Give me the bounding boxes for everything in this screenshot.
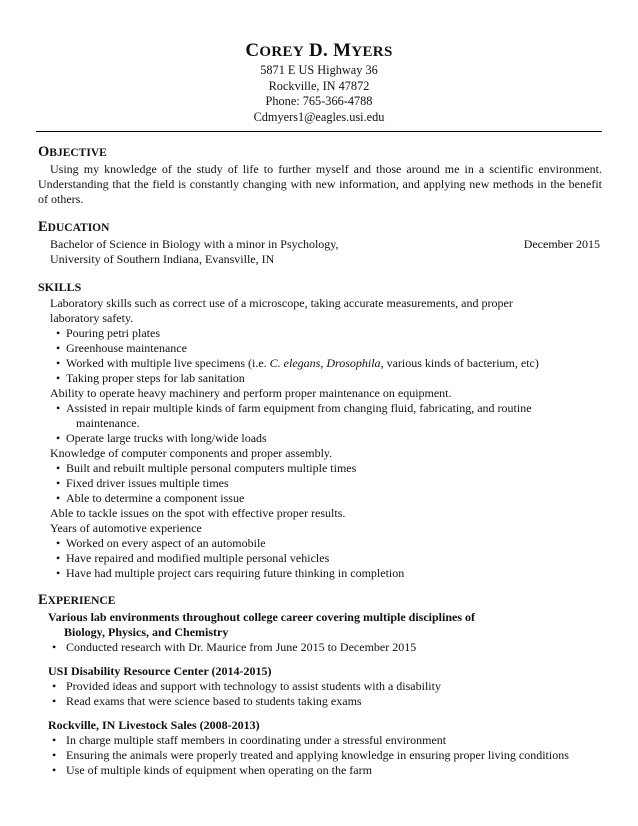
skills-auto-intro: Years of automotive experience	[50, 521, 202, 535]
list-item: • Have repaired and modified multiple personal vehicles	[38, 551, 602, 566]
list-item: • Worked on every aspect of an automobile	[38, 536, 602, 551]
list-item: • Operate large trucks with long/wide loads	[38, 431, 602, 446]
list-item: • Assisted in repair multiple kinds of farm equipment from changing fluid, fabricating, and routine maintenance.	[38, 401, 602, 431]
education-degree-row	[38, 237, 602, 252]
list-item: • Have had multiple project cars requiring future thinking in completion	[38, 566, 602, 581]
education-school: University of Southern Indiana, Evansville, IN	[50, 252, 275, 266]
address-line-1: 5871 E US Highway 36	[260, 63, 378, 77]
education-section	[38, 219, 602, 267]
resume-header	[0, 0, 638, 125]
job1-list	[38, 640, 602, 655]
education-heading: EDUCATION	[38, 219, 110, 235]
objective-section	[38, 144, 602, 207]
experience-section	[38, 592, 602, 778]
skills-computer-list	[38, 461, 602, 506]
list-item: • Pouring petri plates	[38, 326, 602, 341]
list-item: • Fixed driver issues multiple times	[38, 476, 602, 491]
job1-title: Various lab environments throughout college career covering multiple disciplines of	[48, 610, 475, 624]
job3-title: Rockville, IN Livestock Sales (2008-2013)	[48, 718, 260, 732]
education-date: December 2015	[523, 237, 600, 251]
job2-list	[38, 679, 602, 709]
objective-heading: OBJECTIVE	[38, 144, 107, 160]
address-line-2: Rockville, IN 47872	[268, 78, 370, 93]
experience-heading: EXPERIENCE	[38, 592, 116, 608]
education-degree: Bachelor of Science in Biology with a minor in Psychology,	[50, 237, 339, 251]
list-item: • Provided ideas and support with technology to assist students with a disability	[38, 679, 602, 694]
list-item: • Built and rebuilt multiple personal computers multiple times	[38, 461, 602, 476]
list-item: • Conducted research with Dr. Maurice from June 2015 to December 2015	[38, 640, 602, 655]
skills-auto-list	[38, 536, 602, 581]
list-item: • In charge multiple staff members in coordinating under a stressful environment	[38, 733, 602, 748]
list-item: • Ensuring the animals were properly treated and applying knowledge in ensuring proper living conditions	[38, 748, 602, 763]
skills-lab-intro: Laboratory skills such as correct use of a microscope, taking accurate measurements, and proper laboratory safety.	[50, 296, 513, 325]
list-item: • Use of multiple kinds of equipment when operating on the farm	[38, 763, 602, 778]
list-item: • Worked with multiple live specimens (i.e. C. elegans, Drosophila, various kinds of bacterium, etc)	[38, 356, 602, 371]
skills-lab-list	[38, 326, 602, 386]
skills-machinery-intro: Ability to operate heavy machinery and perform proper maintenance on equipment.	[50, 386, 452, 400]
skills-heading: SKILLS	[38, 280, 82, 294]
list-item: • Greenhouse maintenance	[38, 341, 602, 356]
skills-machinery-list	[38, 401, 602, 446]
list-item: • Read exams that were science based to students taking exams	[38, 694, 602, 709]
candidate-name: COREY D. MYERS	[245, 40, 393, 61]
header-divider	[36, 131, 602, 132]
list-item: • Taking proper steps for lab sanitation	[38, 371, 602, 386]
list-item: • Able to determine a component issue	[38, 491, 602, 506]
skills-section	[38, 279, 602, 581]
job3-list	[38, 733, 602, 778]
email-line: Cdmyers1@eagles.usi.edu	[253, 109, 385, 124]
skills-computer-intro: Knowledge of computer components and proper assembly.	[50, 446, 333, 460]
objective-text: Using my knowledge of the study of life to further myself and those around me in a scientific environment. Understanding that the field is constantly changing with new information, and applying new methods in the benefit of others.	[38, 162, 602, 206]
skills-tackle-line: Able to tackle issues on the spot with effective proper results.	[50, 506, 346, 520]
phone-line: Phone: 765-366-4788	[265, 94, 373, 109]
job2-title: USI Disability Resource Center (2014-2015)	[48, 664, 272, 678]
job1-title-cont: Biology, Physics, and Chemistry	[64, 625, 229, 639]
